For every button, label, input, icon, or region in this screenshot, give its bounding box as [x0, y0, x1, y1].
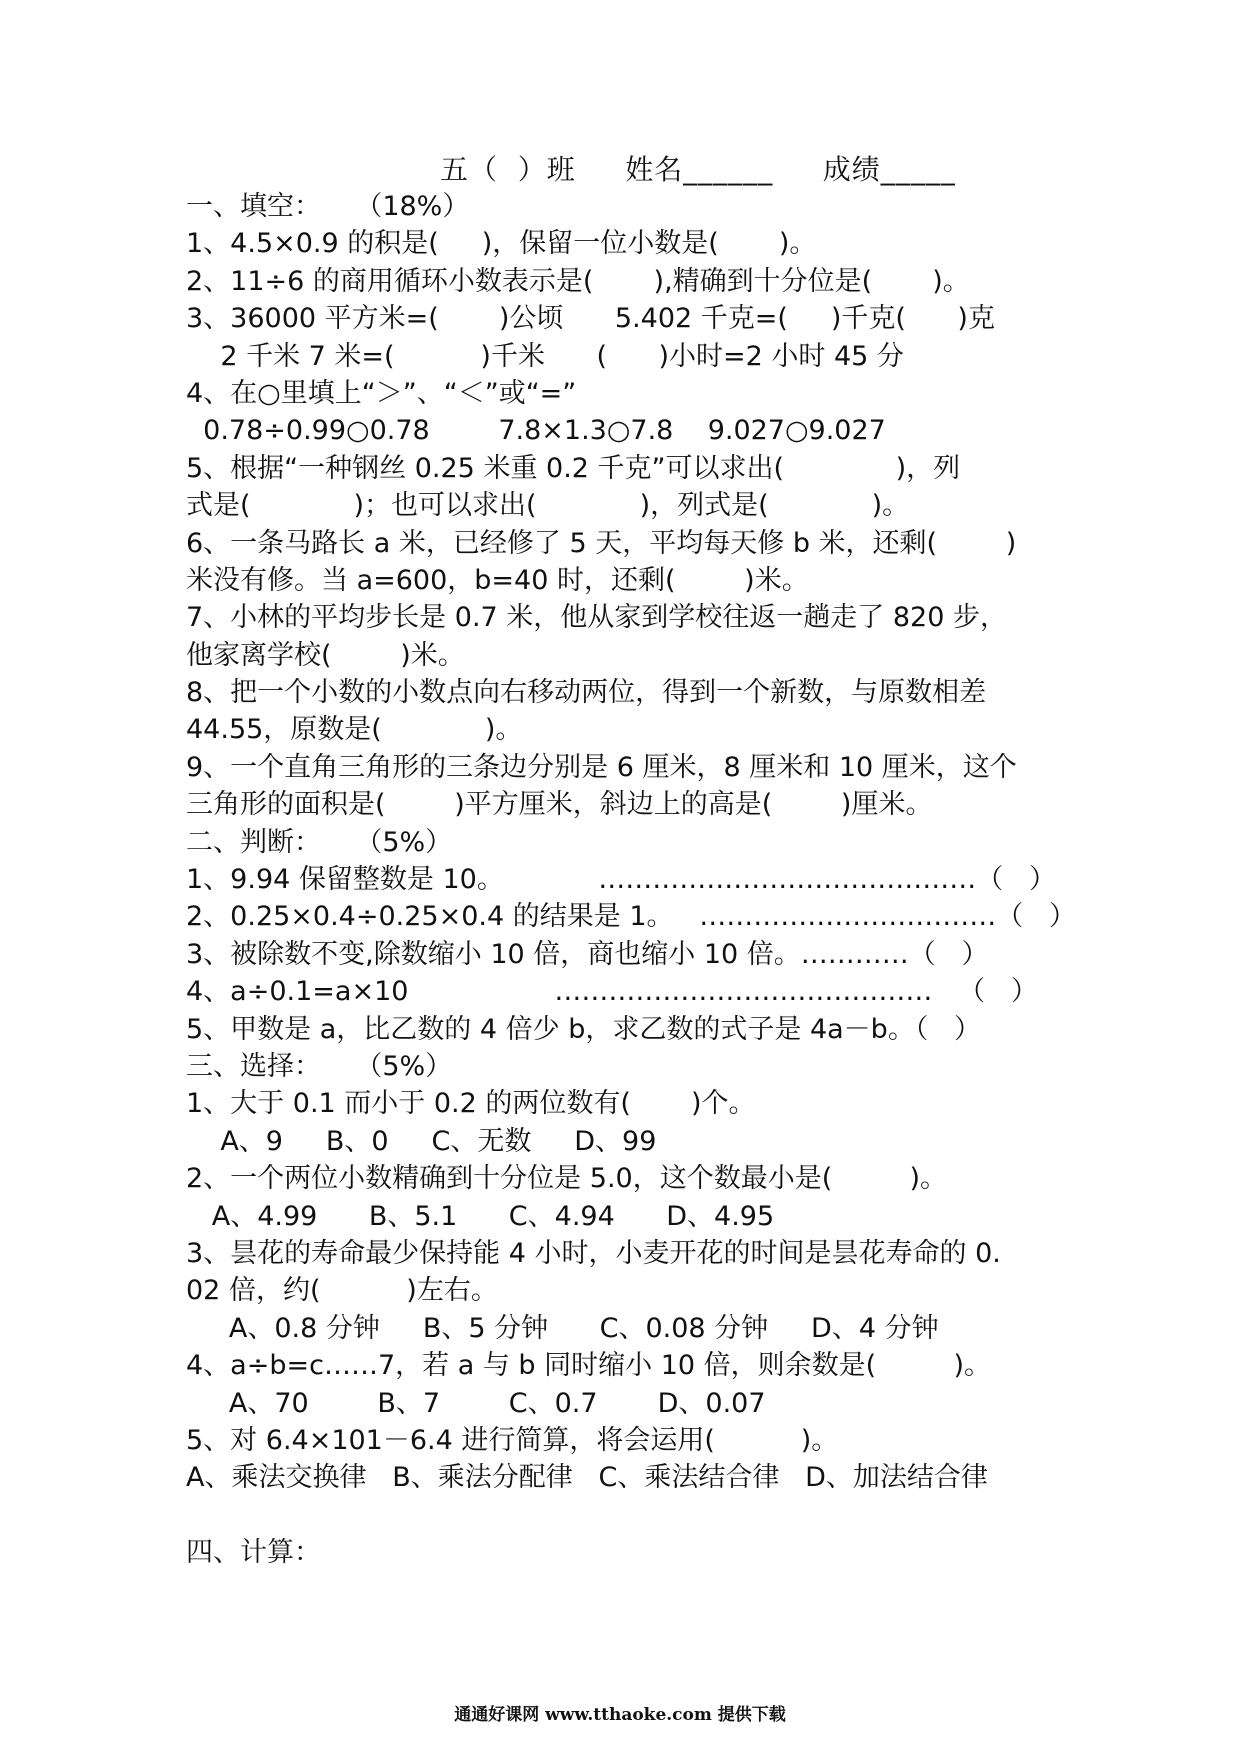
- section-title-choice: 三、选择： （5%）: [186, 1050, 453, 1082]
- question-line: 4、在○里填上“＞”、“＜”或“=”: [186, 377, 577, 409]
- question-line: 7、小林的平均步长是 0.7 米，他从家到学校往返一趟走了 820 步，: [186, 602, 1007, 634]
- option-line: A、乘法交换律 B、乘法分配律 C、乘法结合律 D、加法结合律: [186, 1462, 988, 1494]
- question-line: 4、a÷0.1=a×10 …………………………………… （ ）: [186, 976, 1038, 1008]
- question-line: 3、昙花的寿命最少保持能 4 小时，小麦开花的时间是昙花寿命的 0.: [186, 1237, 1001, 1269]
- question-line: 2、0.25×0.4÷0.25×0.4 的结果是 1。 ……………………………（ ）: [186, 901, 1076, 933]
- blank-line: [186, 1497, 1066, 1534]
- question-line: 02 倍，约( )左右。: [186, 1275, 498, 1307]
- question-line: 三角形的面积是( )平方厘米，斜边上的高是( )厘米。: [186, 789, 933, 821]
- question-line: 式是( )；也可以求出( )，列式是( )。: [186, 490, 910, 522]
- question-line: 5、根据“一种钢丝 0.25 米重 0.2 千克”可以求出( )，列: [186, 452, 961, 484]
- option-line: A、70 B、7 C、0.7 D、0.07: [186, 1387, 766, 1419]
- question-line: 8、把一个小数的小数点向右移动两位，得到一个新数，与原数相差: [186, 677, 987, 709]
- question-content: [186, 188, 1076, 1571]
- question-line: 9、一个直角三角形的三条边分别是 6 厘米，8 厘米和 10 厘米，这个: [186, 751, 1017, 783]
- question-line: 米没有修。当 a=600，b=40 时，还剩( )米。: [186, 564, 809, 596]
- question-line: 3、被除数不变,除数缩小 10 倍，商也缩小 10 倍。…………（ ）: [186, 938, 989, 970]
- section-title-fill-blank: 一、填空： （18%）: [186, 191, 470, 222]
- question-line: 1、大于 0.1 而小于 0.2 的两位数有( )个。: [186, 1088, 756, 1120]
- option-line: A、9 B、0 C、无数 D、99: [186, 1125, 657, 1157]
- question-line: 2 千米 7 米=( )千米 ( )小时=2 小时 45 分: [186, 340, 904, 372]
- question-line: 1、4.5×0.9 的积是( )，保留一位小数是( )。: [186, 228, 817, 260]
- student-info-header: 五（ ）班 姓名______ 成绩_____: [440, 153, 956, 186]
- section-title-calculation: 四、计算：: [186, 1537, 321, 1569]
- question-line: 他家离学校( )米。: [186, 639, 465, 671]
- question-line: 4、a÷b=c……7，若 a 与 b 同时缩小 10 倍，则余数是( )。: [186, 1350, 991, 1382]
- question-line: 44.55，原数是( )。: [186, 714, 523, 746]
- option-line: A、4.99 B、5.1 C、4.94 D、4.95: [186, 1200, 775, 1232]
- question-line: 0.78÷0.99○0.78 7.8×1.3○7.8 9.027○9.027: [186, 415, 886, 447]
- question-line: 5、甲数是 a，比乙数的 4 倍少 b，求乙数的式子是 4a－b。（ ）: [186, 1013, 982, 1045]
- question-line: 1、9.94 保留整数是 10。 ……………………………………（ ）: [186, 864, 1056, 896]
- footer-credit: 通通好课网 www.tthaoke.com 提供下载: [454, 1705, 786, 1725]
- section-title-judgement: 二、判断： （5%）: [186, 826, 453, 858]
- question-line: 6、一条马路长 a 米，已经修了 5 天，平均每天修 b 米，还剩( ): [186, 527, 1017, 559]
- question-line: 2、11÷6 的商用循环小数表示是( ),精确到十分位是( )。: [186, 265, 970, 297]
- question-line: 2、一个两位小数精确到十分位是 5.0，这个数最小是( )。: [186, 1163, 948, 1195]
- question-line: 5、对 6.4×101－6.4 进行简算，将会运用( )。: [186, 1424, 839, 1456]
- option-line: A、0.8 分钟 B、5 分钟 C、0.08 分钟 D、4 分钟: [186, 1312, 939, 1344]
- question-line: 3、36000 平方米=( )公顷 5.402 千克=( )千克( )克: [186, 303, 995, 335]
